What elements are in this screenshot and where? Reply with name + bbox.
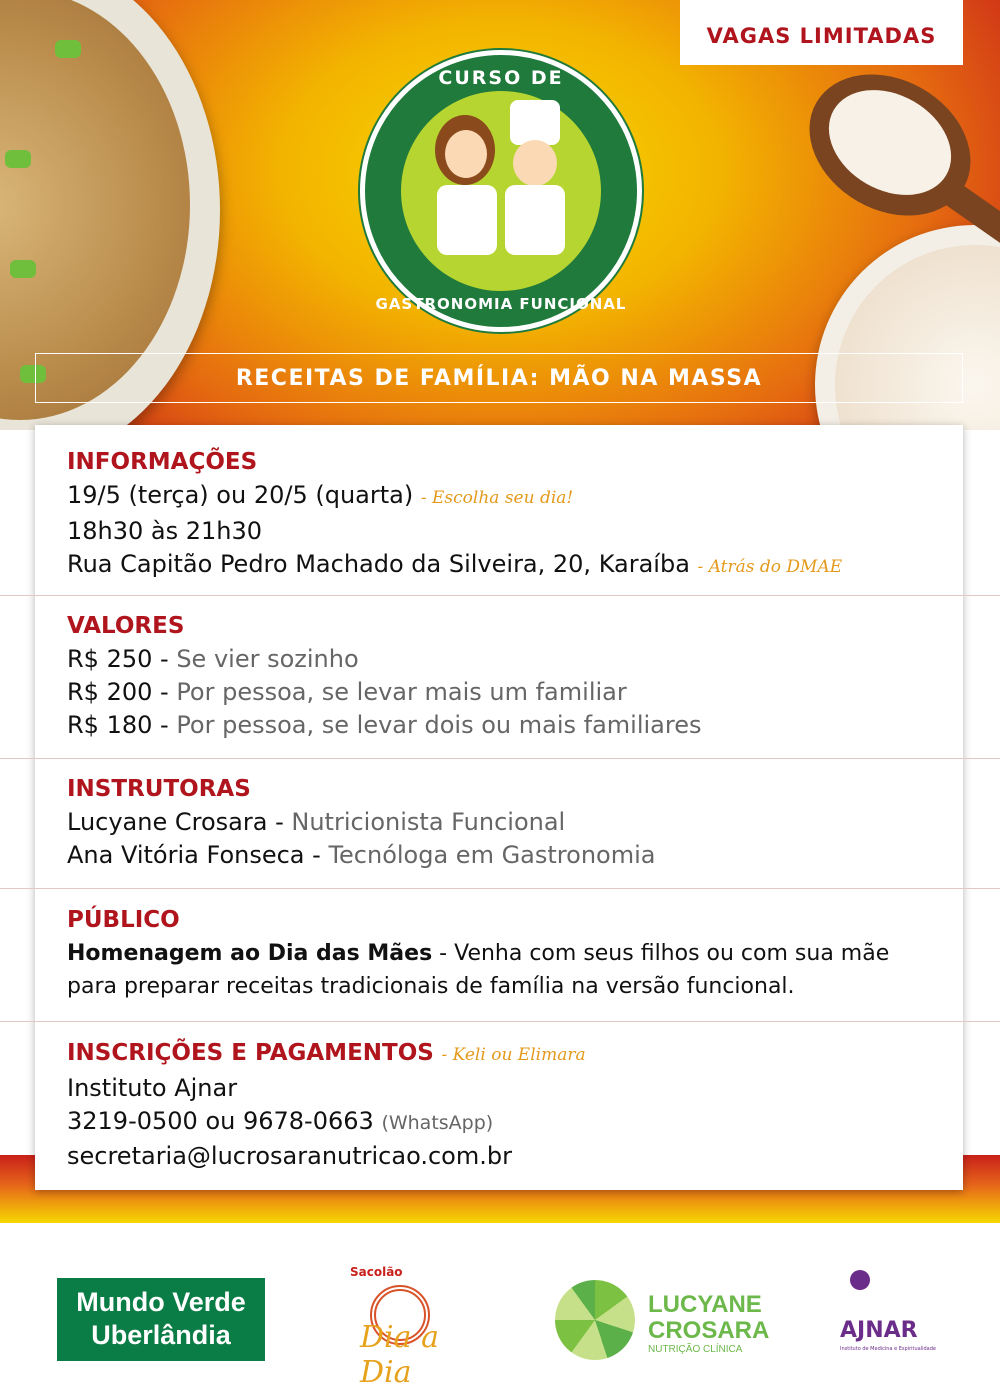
mundo-verde-logo: Mundo Verde Uberlândia xyxy=(57,1278,265,1361)
price-item: R$ 250 - Se vier sozinho xyxy=(67,645,359,673)
info-section: INFORMAÇÕES 19/5 (terça) ou 20/5 (quarta) - Escolha seu dia! 18h30 às 21h30 Rua Capitão Pedro Machado da Silveira, 20, Karaíba - Atrás do DMAE xyxy=(67,449,843,578)
instructor-item: Lucyane Crosara - Nutricionista Funcional xyxy=(67,808,566,836)
instructor-item: Ana Vitória Fonseca - Tecnóloga em Gastronomia xyxy=(67,841,656,869)
price-item: R$ 200 - Por pessoa, se levar mais um familiar xyxy=(67,678,627,706)
ajnar-logo: AJNAR Instituto de Medicina e Espiritualidade xyxy=(830,1270,945,1365)
limited-spots-badge: VAGAS LIMITADAS xyxy=(680,0,963,65)
audience-section: PÚBLICO Homenagem ao Dia das Mães - Venha com seus filhos ou com sua mãe para preparar receitas tradicionais de família na versão funcional. xyxy=(67,907,890,999)
price-item: R$ 180 - Por pessoa, se levar dois ou mais familiares xyxy=(67,711,702,739)
email-link[interactable]: secretaria@lucrosaranutricao.com.br xyxy=(67,1142,512,1170)
course-logo: CURSO DE GASTRONOMIA FUNCIONAL xyxy=(360,50,642,332)
lucyane-crosara-logo: LUCYANE CROSARA NUTRIÇÃO CLÍNICA xyxy=(550,1270,750,1365)
hero-banner xyxy=(0,0,1000,430)
course-subtitle-banner: RECEITAS DE FAMÍLIA: MÃO NA MASSA xyxy=(35,353,963,403)
sponsors-footer xyxy=(0,1225,1000,1390)
values-section: VALORES R$ 250 - Se vier sozinho R$ 200 - Por pessoa, se levar mais um familiar R$ 180 - Por pessoa, se levar dois ou mais familiares xyxy=(67,610,702,742)
instructors-section: INSTRUTORAS Lucyane Crosara - Nutricionista Funcional Ana Vitória Fonseca - Tecnóloga em Gastronomia xyxy=(67,773,655,872)
sacolao-dia-a-dia-logo: Sacolão Dia a Dia xyxy=(350,1265,439,1390)
signup-section: INSCRIÇÕES E PAGAMENTOS - Keli ou Elimara Instituto Ajnar 3219-0500 ou 9678-0663 (WhatsApp) secretaria@lucrosaranutricao.com.br xyxy=(67,1036,586,1173)
